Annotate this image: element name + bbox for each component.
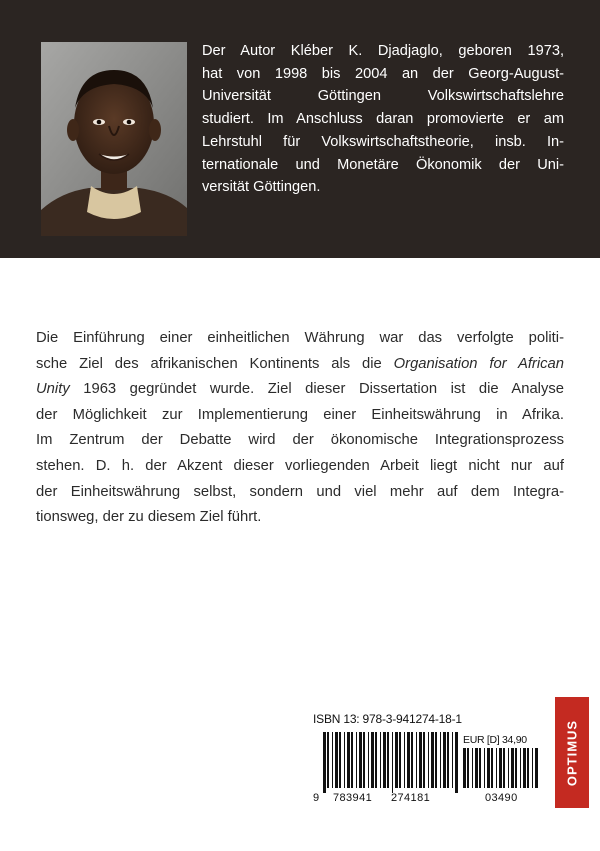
author-photo	[41, 42, 187, 236]
bio-line: versität Göttingen.	[202, 179, 321, 196]
bio-line: Lehrstuhl für Volkswirtschaftstheorie, insb. In-	[202, 133, 564, 150]
barcode-bar	[351, 732, 353, 788]
barcode-digits-left: 783941	[333, 792, 373, 804]
barcode-bar	[484, 748, 485, 788]
barcode-bar	[383, 732, 386, 788]
abstract-text: 1963 gegründet wurde. Ziel dieser Dissertation ist die Analyse	[69, 381, 564, 398]
barcode-bar	[335, 732, 338, 788]
isbn-barcode	[313, 712, 541, 804]
barcode-bar	[508, 748, 509, 788]
barcode-bar	[404, 732, 405, 788]
barcode-bar	[323, 732, 326, 793]
barcode-bar	[395, 732, 398, 788]
barcode-bars	[313, 712, 541, 804]
barcode-bar	[419, 732, 422, 788]
barcode-bar	[356, 732, 357, 788]
abstract-line: tionsweg, der zu diesem Ziel führt.	[36, 509, 262, 526]
barcode-bar	[520, 748, 521, 788]
barcode-bar	[467, 748, 469, 788]
barcode-bar	[359, 732, 362, 788]
barcode-bar	[411, 732, 413, 788]
barcode-bar	[511, 748, 514, 788]
barcode-bar	[455, 732, 458, 793]
barcode-bar	[463, 748, 466, 788]
barcode-bar	[363, 732, 365, 788]
barcode-bar	[428, 732, 429, 788]
organisation-name: Organisation for African	[393, 355, 564, 372]
barcode-bar	[423, 732, 425, 788]
bio-line: studiert. Im Anschluss daran promovierte er am	[202, 111, 564, 128]
abstract-text: sche Ziel des afrikanischen Kontinents als die	[36, 355, 394, 372]
barcode-digits-addon: 03490	[485, 792, 518, 804]
abstract-line: Die Einführung einer einheitlichen Währung war das verfolgte politi-	[36, 330, 564, 346]
publisher-logo-text: OPTIMUS	[564, 719, 580, 786]
abstract-line: der Möglichkeit zur Implementierung einer Einheitswährung in Afrika.	[36, 406, 564, 423]
barcode-bar	[535, 748, 538, 788]
barcode-bar	[371, 732, 374, 788]
barcode-bar	[532, 748, 533, 788]
book-abstract	[36, 326, 564, 531]
barcode-bar	[387, 732, 389, 788]
abstract-line: der Einheitswährung selbst, sondern und viel mehr auf dem Integra-	[36, 483, 564, 500]
barcode-bar	[339, 732, 341, 788]
barcode-bar	[392, 732, 393, 793]
barcode-bar	[407, 732, 410, 788]
barcode-bar	[527, 748, 529, 788]
barcode-bar	[375, 732, 377, 788]
barcode-digit-first: 9	[313, 792, 320, 804]
barcode-bar	[440, 732, 441, 788]
barcode-bar	[523, 748, 526, 788]
barcode-bar	[479, 748, 481, 788]
barcode-bar	[332, 732, 333, 788]
price-label: EUR [D] 34,90	[463, 734, 527, 746]
barcode-bar	[503, 748, 505, 788]
barcode-bar	[399, 732, 401, 788]
abstract-line: stehen. D. h. der Akzent dieser vorliegenden Arbeit liegt nicht nur auf	[36, 457, 564, 474]
barcode-bar	[491, 748, 493, 788]
barcode-bar	[435, 732, 437, 788]
abstract-line	[36, 377, 564, 403]
barcode-bar	[431, 732, 434, 788]
bio-line: hat von 1998 bis 2004 an der Georg-August-	[202, 65, 564, 82]
barcode-digits-right: 274181	[391, 792, 431, 804]
barcode-bar	[452, 732, 453, 788]
barcode-bar	[380, 732, 381, 788]
barcode-bar	[499, 748, 502, 788]
barcode-bar	[475, 748, 478, 788]
bio-line: Der Autor Kléber K. Djadjaglo, geboren 1973,	[202, 43, 564, 59]
publisher-logo	[555, 697, 589, 808]
bio-line: ternationale und Monetäre Ökonomik der Uni-	[202, 156, 564, 173]
barcode-bar	[443, 732, 446, 788]
author-bio	[202, 40, 564, 199]
barcode-bar	[447, 732, 449, 788]
bio-line: Universität Göttingen Volkswirtschaftslehre	[202, 88, 564, 105]
barcode-bar	[344, 732, 345, 788]
barcode-bar	[327, 732, 329, 788]
barcode-bar	[496, 748, 497, 788]
barcode-bar	[472, 748, 473, 788]
isbn-label: ISBN 13: 978-3-941274-18-1	[313, 712, 462, 726]
barcode-bar	[515, 748, 517, 788]
organisation-name-cont: Unity	[36, 381, 70, 398]
barcode-bar	[416, 732, 417, 788]
abstract-line	[36, 352, 564, 378]
abstract-line: Im Zentrum der Debatte wird der ökonomische Integrationsprozess	[36, 432, 564, 449]
barcode-bar	[347, 732, 350, 788]
barcode-bar	[368, 732, 369, 788]
barcode-bar	[487, 748, 490, 788]
